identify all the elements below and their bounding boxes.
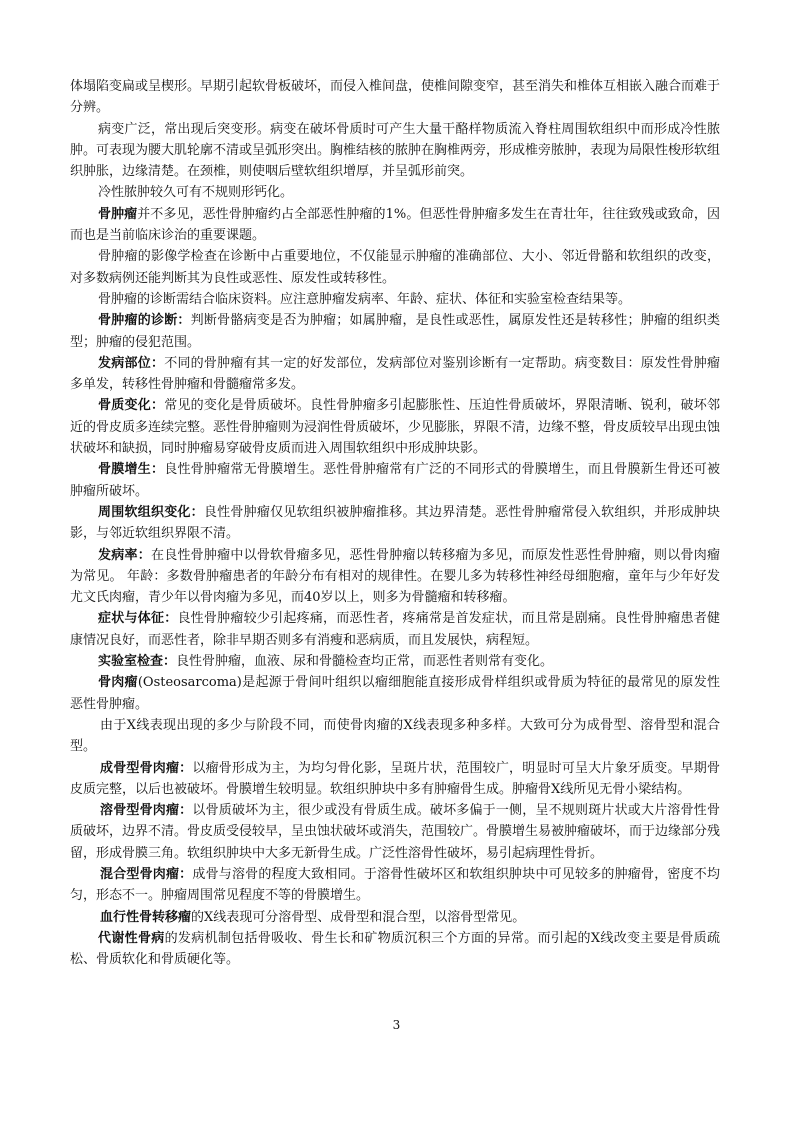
heading-metastasis: 血行性骨转移瘤 [100, 909, 192, 925]
paragraph-1: 体塌陷变扁或呈楔形。早期引起软骨板破坏，而侵入椎间盘，使椎间隙变窄，甚至消失和椎体互相嵌入融合而难于分辨。 [70, 79, 721, 116]
paragraph-20: 血行性骨转移瘤的X线表现可分溶骨型、成骨型和混合型，以溶骨型常见。 [100, 909, 526, 925]
page-number: 3 [392, 1018, 401, 1032]
heading-bone-tumor: 骨肿瘤 [98, 206, 138, 222]
paragraph-15: 骨肉瘤(Osteosarcoma)是起源于骨间叶组织以瘤细胞能直接形成骨样组织或骨质为特征的最常见的原发性恶性骨肿瘤。 [70, 675, 720, 712]
heading-lab: 实验室检查： [98, 654, 177, 670]
paragraph-7: 骨肿瘤的诊断：判断骨骼病变是否为肿瘤；如属肿瘤，是良性或恶性，属原发性还是转移性；肿瘤的组织类型；肿瘤的侵犯范围。 [70, 313, 720, 350]
heading-soft-tissue: 周围软组织变化： [98, 504, 204, 520]
heading-site: 发病部位： [98, 355, 165, 371]
heading-osteoblastic: 成骨型骨肉瘤： [100, 760, 193, 776]
paragraph-19: 混合型骨肉瘤：成骨与溶骨的程度大致相同。于溶骨性破坏区和软组织肿块中可见较多的肿瘤骨，密度不均匀，形态不一。肿瘤周围常见程度不等的骨膜增生。 [70, 866, 720, 904]
paragraph-12: 发病率：在良性骨肿瘤中以骨软骨瘤多见，恶性骨肿瘤以转移瘤为多见，而原发性恶性骨肿瘤，则以骨肉瘤为常见。 年龄：多数骨肿瘤患者的年龄分布有相对的规律性。在婴儿多为转移性神经母细胞瘤，童年与少年好发尤文氏肉瘤，青少年以骨肉瘤为多见，而40岁以上，则多为骨髓瘤和转移瘤。 [70, 547, 720, 606]
paragraph-21: 代谢性骨病的发病机制包括骨吸收、骨生长和矿物质沉积三个方面的异常。而引起的X线改变主要是骨质疏松、骨质软化和骨质硬化等。 [70, 930, 720, 968]
heading-osteolytic: 溶骨型骨肉瘤： [100, 803, 193, 819]
paragraph-4: 骨肿瘤并不多见，恶性骨肿瘤约占全部恶性肿瘤的1%。但恶性骨肿瘤多发生在青壮年，往往致残或致命，因而也是当前临床诊治的重要课题。 [70, 206, 720, 244]
paragraph-8: 发病部位：不同的骨肿瘤有其一定的好发部位，发病部位对鉴别诊断有一定帮助。病变数目：原发性骨肿瘤多单发，转移性骨肿瘤和骨髓瘤常多发。 [70, 355, 720, 393]
paragraph-10: 骨膜增生：良性骨肿瘤常无骨膜增生。恶性骨肿瘤常有广泛的不同形式的骨膜增生，而且骨膜新生骨还可被肿瘤所破坏。 [70, 462, 720, 499]
heading-symptoms: 症状与体征： [98, 611, 178, 627]
paragraph-2: 病变广泛，常出现后突变形。病变在破坏骨质时可产生大量干酪样物质流入脊柱周围软组织中而形成冷性脓肿。可表现为腰大肌轮廓不清或呈弧形突出。胸椎结核的脓肿在胸椎两旁，形成椎旁脓肿，表现为局限性梭形软组织肿胀，边缘清楚。在颈椎，则使咽后壁软组织增厚，并呈弧形前突。 [70, 121, 721, 180]
heading-periosteal: 骨膜增生： [98, 462, 165, 478]
heading-diagnosis: 骨肿瘤的诊断： [98, 313, 191, 329]
paragraph-3: 冷性脓肿较久可有不规则形钙化。 [98, 185, 294, 201]
paragraph-9: 骨质变化：常见的变化是骨质破坏。良性骨肿瘤多引起膨胀性、压迫性骨质破坏，界限清晰、锐利，破坏邻近的骨皮质多连续完整。恶性骨肿瘤则为浸润性骨质破坏，少见膨胀，界限不清，边缘不整，骨皮质较早出现虫蚀状破坏和缺损，同时肿瘤易穿破骨皮质而进入周围软组织中形成肿块影。 [70, 398, 721, 457]
paragraph-6: 骨肿瘤的诊断需结合临床资料。应注意肿瘤发病率、年龄、症状、体征和实验室检查结果等。 [98, 291, 632, 307]
document-body [70, 76, 720, 970]
heading-metabolic: 代谢性骨病 [98, 930, 165, 946]
paragraph-17: 成骨型骨肉瘤：以瘤骨形成为主，为均匀骨化影，呈斑片状，范围较广，明显时可呈大片象牙质变。早期骨皮质完整，以后也被破坏。骨膜增生较明显。软组织肿块中多有肿瘤骨生成。肿瘤骨X线所见无骨小梁结构。 [70, 760, 720, 797]
paragraph-18: 溶骨型骨肉瘤：以骨质破坏为主，很少或没有骨质生成。破坏多偏于一侧，呈不规则斑片状或大片溶骨性骨质破坏，边界不清。骨皮质受侵较早，呈虫蚀状破坏或消失，范围较广。骨膜增生易被肿瘤破坏，而于边缘部分残留，形成骨膜三角。软组织肿块中大多无新骨生成。广泛性溶骨性破坏，易引起病理性骨折。 [70, 803, 721, 861]
heading-osteosarcoma: 骨肉瘤 [98, 675, 138, 691]
paragraph-13: 症状与体征：良性骨肿瘤较少引起疼痛，而恶性者，疼痛常是首发症状，而且常是剧痛。良性骨肿瘤患者健康情况良好，而恶性者，除非早期否则多有消瘦和恶病质，而且发展快，病程短。 [70, 611, 720, 648]
paragraph-14: 实验室检查：良性骨肿瘤，血液、尿和骨髓检查均正常，而恶性者则常有变化。 [98, 654, 554, 670]
heading-incidence: 发病率： [98, 547, 151, 563]
heading-bone-change: 骨质变化： [98, 398, 165, 414]
heading-mixed: 混合型骨肉瘤： [100, 866, 193, 882]
paragraph-16: 由于X线表现出现的多少与阶段不同，而使骨肉瘤的X线表现多种多样。大致可分为成骨型、溶骨型和混合型。 [70, 717, 720, 755]
paragraph-11: 周围软组织变化：良性骨肿瘤仅见软组织被肿瘤推移。其边界清楚。恶性骨肿瘤常侵入软组织，并形成肿块影，与邻近软组织界限不清。 [70, 504, 720, 542]
paragraph-5: 骨肿瘤的影像学检查在诊断中占重要地位，不仅能显示肿瘤的准确部位、大小、邻近骨骼和软组织的改变，对多数病例还能判断其为良性或恶性、原发性或转移性。 [70, 249, 720, 286]
